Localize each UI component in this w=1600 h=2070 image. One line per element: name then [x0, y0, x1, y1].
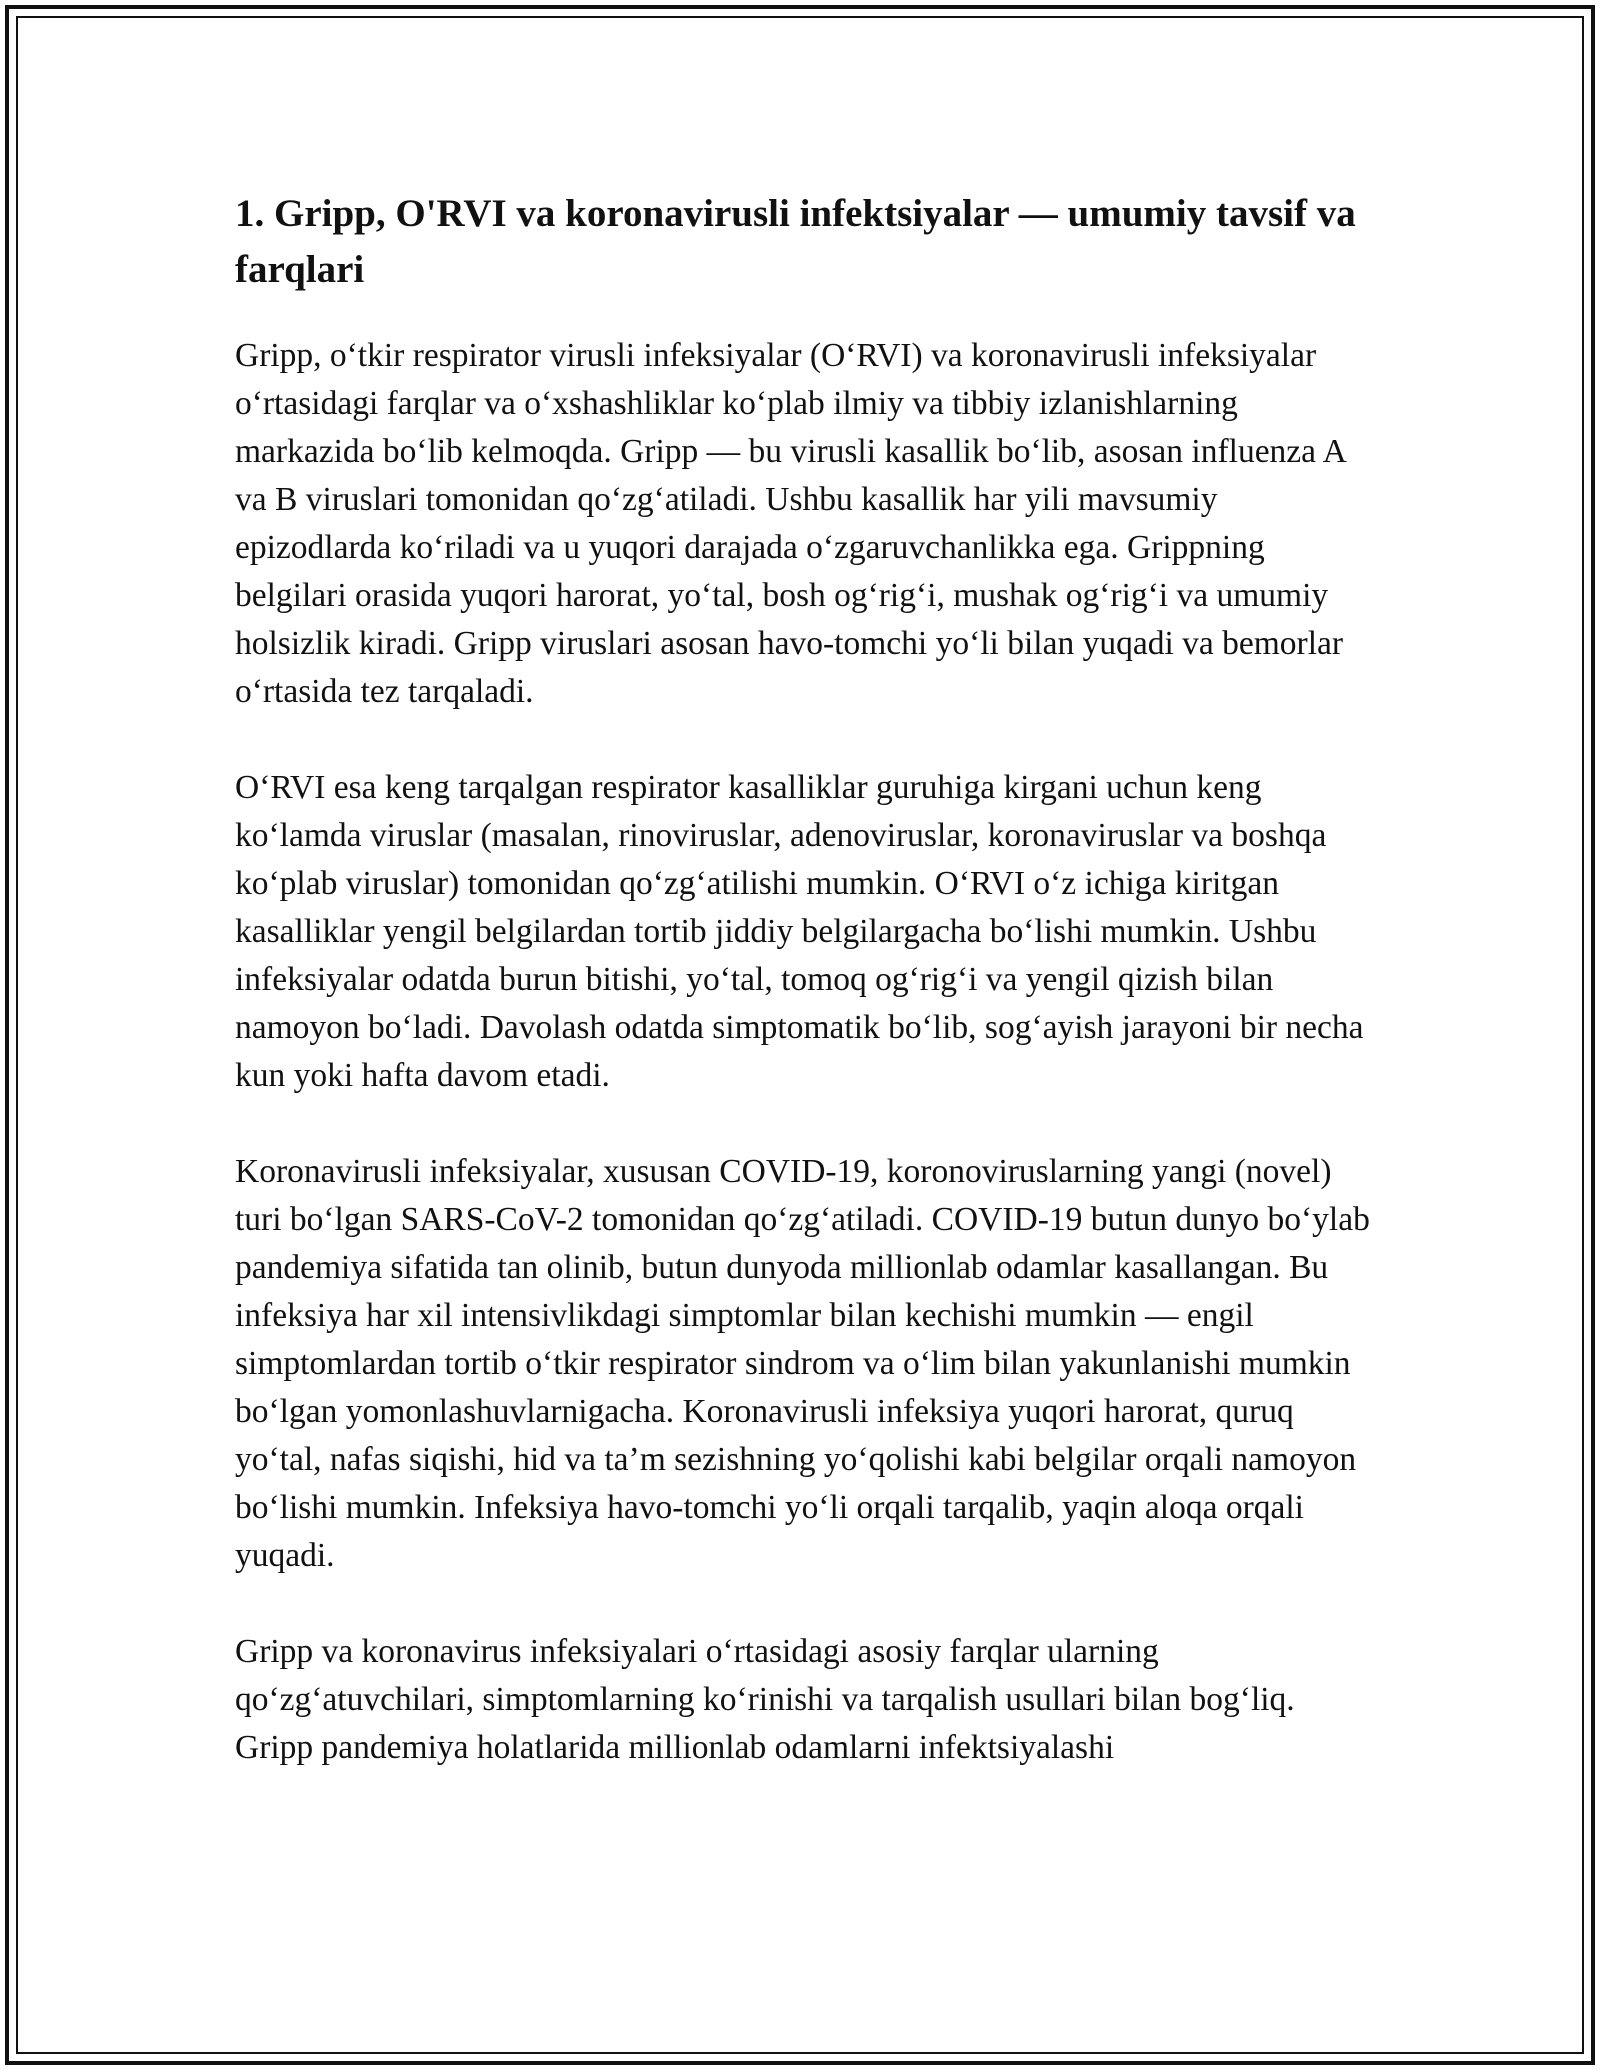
document-body	[235, 186, 1375, 1772]
section-heading: 1. Gripp, O'RVI va koronavirusli infektsiyalar — umumiy tavsif va farqlari	[235, 192, 1356, 291]
paragraph-arvi: O‘RVI esa keng tarqalgan respirator kasalliklar guruhiga kirgani uchun keng ko‘lamda viruslar (masalan, rinoviruslar, adenoviruslar, koronaviruslar va boshqa ko‘plab viruslar) tomonidan qo‘zg‘atilishi mumkin. O‘RVI o‘z ichiga kiritgan kasalliklar yengil belgilardan tortib jiddiy belgilargacha bo‘lishi mumkin. Ushbu infeksiyalar odatda burun bitishi, yo‘tal, tomoq og‘rig‘i va yengil qizish bilan namoyon bo‘ladi. Davolash odatda simptomatik bo‘lib, sog‘ayish jarayoni bir necha kun yoki hafta davom etadi.	[235, 769, 1364, 1094]
paragraph-differences: Gripp va koronavirus infeksiyalari o‘rtasidagi asosiy farqlar ularning qo‘zg‘atuvchilari, simptomlarning ko‘rinishi va tarqalish usullari bilan bog‘liq. Gripp pandemiya holatlarida millionlab odamlarni infektsiyalashi	[235, 1633, 1295, 1766]
paragraph-influenza: Gripp, o‘tkir respirator virusli infeksiyalar (O‘RVI) va koronavirusli infeksiyalar o‘rtasidagi farqlar va o‘xshashliklar ko‘plab ilmiy va tibbiy izlanishlarning markazida bo‘lib kelmoqda. Gripp — bu virusli kasallik bo‘lib, asosan influenza A va B viruslari tomonidan qo‘zg‘atiladi. Ushbu kasallik har yili mavsumiy epizodlarda ko‘riladi va u yuqori darajada o‘zgaruvchanlikka ega. Grippning belgilari orasida yuqori harorat, yo‘tal, bosh og‘rig‘i, mushak og‘rig‘i va umumiy holsizlik kiradi. Gripp viruslari asosan havo-tomchi yo‘li bilan yuqadi va bemorlar o‘rtasida tez tarqaladi.	[235, 337, 1345, 710]
paragraph-covid: Koronavirusli infeksiyalar, xususan COVID-19, koronoviruslarning yangi (novel) turi bo‘lgan SARS-CoV-2 tomonidan qo‘zg‘atiladi. COVID-19 butun dunyo bo‘ylab pandemiya sifatida tan olinib, butun dunyoda millionlab odamlar kasallangan. Bu infeksiya har xil intensivlikdagi simptomlar bilan kechishi mumkin — engil simptomlardan tortib o‘tkir respirator sindrom va o‘lim bilan yakunlanishi mumkin bo‘lgan yomonlashuvlarnigacha. Koronavirusli infeksiya yuqori harorat, quruq yo‘tal, nafas siqishi, hid va ta’m sezishning yo‘qolishi kabi belgilar orqali namoyon bo‘lishi mumkin. Infeksiya havo-tomchi yo‘li orqali tarqalib, yaqin aloqa orqali yuqadi.	[235, 1153, 1370, 1574]
